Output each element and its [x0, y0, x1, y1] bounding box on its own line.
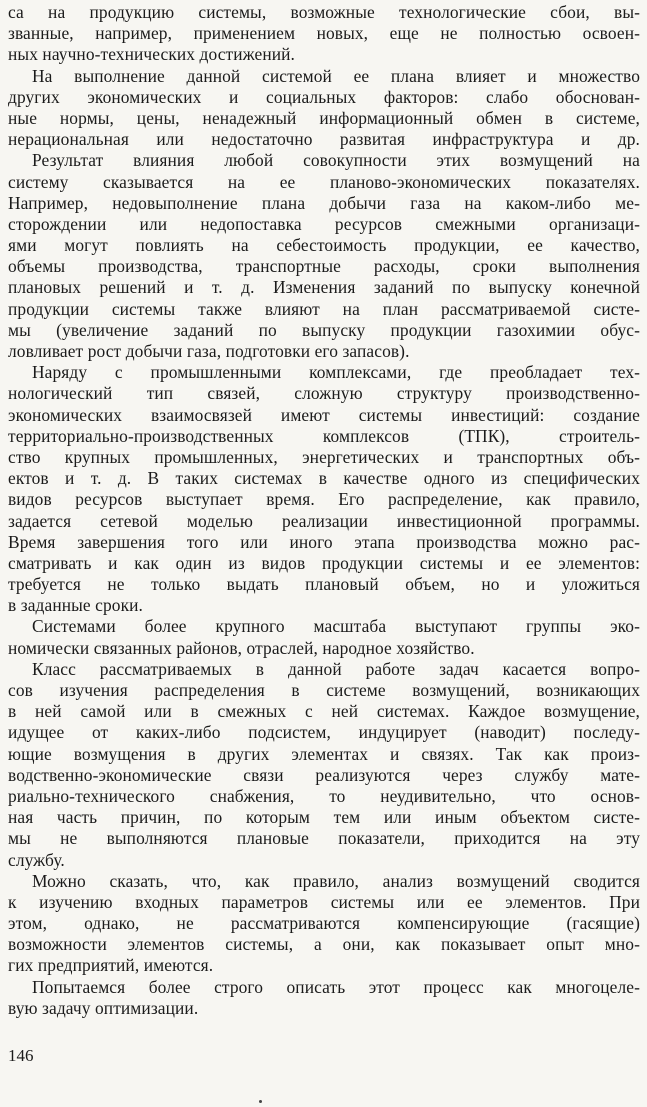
- paragraph: [8, 871, 640, 977]
- paragraph: [8, 2, 640, 66]
- text-line: сов изучения распределения в системе возмущений, возникающих: [8, 680, 640, 700]
- text-line: в заданные сроки.: [8, 595, 143, 616]
- text-line: территориально-производственных комплексов (ТПК), строитель-: [8, 425, 640, 446]
- text-line: сматривать и как один из видов продукции системы и ее элементов:: [8, 552, 640, 573]
- text-line: номически связанных районов, отраслей, народное хозяйство.: [8, 637, 475, 658]
- text-line: идущее от каких-либо подсистем, индуцирует (наводит) последу-: [8, 722, 640, 743]
- text-line: возможности элементов системы, а они, как показывает опыт мно-: [8, 934, 640, 955]
- text-line: са на продукцию системы, возможные технологические сбои, вы-: [8, 2, 640, 22]
- text-line: водственно-экономические связи реализуются через службу мате-: [8, 764, 640, 785]
- text-line: ная часть причин, по которым тем или иным объектом систе-: [8, 807, 640, 828]
- text-line: экономических взаимосвязей имеют системы инвестиций: создание: [8, 404, 640, 425]
- text-line: плановых решений и т. д. Изменения заданий по выпуску конечной: [8, 277, 640, 298]
- text-line: ловливает рост добычи газа, подготовки его запасов).: [8, 341, 410, 361]
- text-line: Например, недовыполнение плана добычи газа на каком-либо ме-: [8, 192, 640, 213]
- paragraph: [8, 66, 640, 151]
- text-line: риально-технического снабжения, то неудивительно, что основ-: [8, 785, 640, 806]
- text-line: в ней самой или в смежных с ней системах. Каждое возмущение,: [8, 701, 640, 722]
- text-line: званные, например, применением новых, еще не полностью освоен-: [8, 23, 640, 44]
- text-line: вую задачу оптимизации.: [8, 997, 199, 1018]
- scan-speck: [259, 1100, 262, 1103]
- text-line: гих предприятий, имеются.: [8, 955, 214, 976]
- text-line: нологический тип связей, сложную структуру производственно-: [8, 383, 640, 404]
- text-line: Системами более крупного масштаба выступают группы эко-: [32, 616, 640, 637]
- paragraph: [8, 150, 640, 362]
- text-line: ные нормы, цены, ненадежный информационный обмен в системе,: [8, 107, 640, 128]
- text-line: ных научно-технических достижений.: [8, 44, 295, 65]
- text-line: Время завершения того или иного этапа производства можно рас-: [8, 531, 640, 552]
- text-line: ство крупных промышленных, энергетических и транспортных объ-: [8, 446, 640, 467]
- text-line: службу.: [8, 849, 65, 870]
- text-line: видов ресурсов выступает время. Его распределение, как правило,: [8, 489, 640, 510]
- text-line: мы не выполняются плановые показатели, приходится на эту: [8, 828, 640, 849]
- text-line: Наряду с промышленными комплексами, где преобладает тех-: [32, 362, 640, 383]
- text-line: Класс рассматриваемых в данной работе задач касается вопро-: [32, 658, 640, 679]
- text-line: Попытаемся более строго описать этот процесс как многоцеле-: [32, 976, 640, 997]
- text-line: На выполнение данной системой ее плана влияет и множество: [32, 65, 640, 86]
- text-line: ющие возмущения в других элементах и связях. Так как произ-: [8, 743, 640, 764]
- paragraph: [8, 659, 640, 871]
- text-line: Можно сказать, что, как правило, анализ возмущений сводится: [32, 870, 640, 891]
- text-line: мы (увеличение заданий по выпуску продукции газохимии обус-: [8, 319, 640, 340]
- text-line: ектов и т. д. В таких системах в качестве одного из специфических: [8, 468, 640, 489]
- text-line: ями могут повлиять на себестоимость продукции, ее качество,: [8, 235, 640, 256]
- text-line: требуется не только выдать плановый объем, но и уложиться: [8, 574, 640, 595]
- paragraph: [8, 362, 640, 616]
- page-number: 146: [8, 1046, 34, 1065]
- page-body: [8, 2, 640, 1019]
- paragraph: [8, 616, 640, 658]
- paragraph: [8, 977, 640, 1019]
- text-line: этом, однако, не рассматриваются компенсирующие (гасящие): [8, 913, 640, 934]
- text-line: задается сетевой моделью реализации инвестиционной программы.: [8, 510, 640, 531]
- text-line: к изучению входных параметров системы или ее элементов. При: [8, 891, 640, 912]
- text-line: Результат влияния любой совокупности этих возмущений на: [32, 150, 640, 171]
- text-line: систему сказывается на ее планово-экономических показателях.: [8, 171, 640, 192]
- text-line: других экономических и социальных факторов: слабо обоснован-: [8, 86, 640, 107]
- text-line: продукции системы также влияют на план рассматриваемой систе-: [8, 298, 640, 319]
- text-line: объемы производства, транспортные расходы, сроки выполнения: [8, 256, 640, 277]
- text-line: сторождении или недопоставка ресурсов смежными организаци-: [8, 213, 640, 234]
- text-line: нерациональная или недостаточно развитая инфраструктура и др.: [8, 129, 640, 150]
